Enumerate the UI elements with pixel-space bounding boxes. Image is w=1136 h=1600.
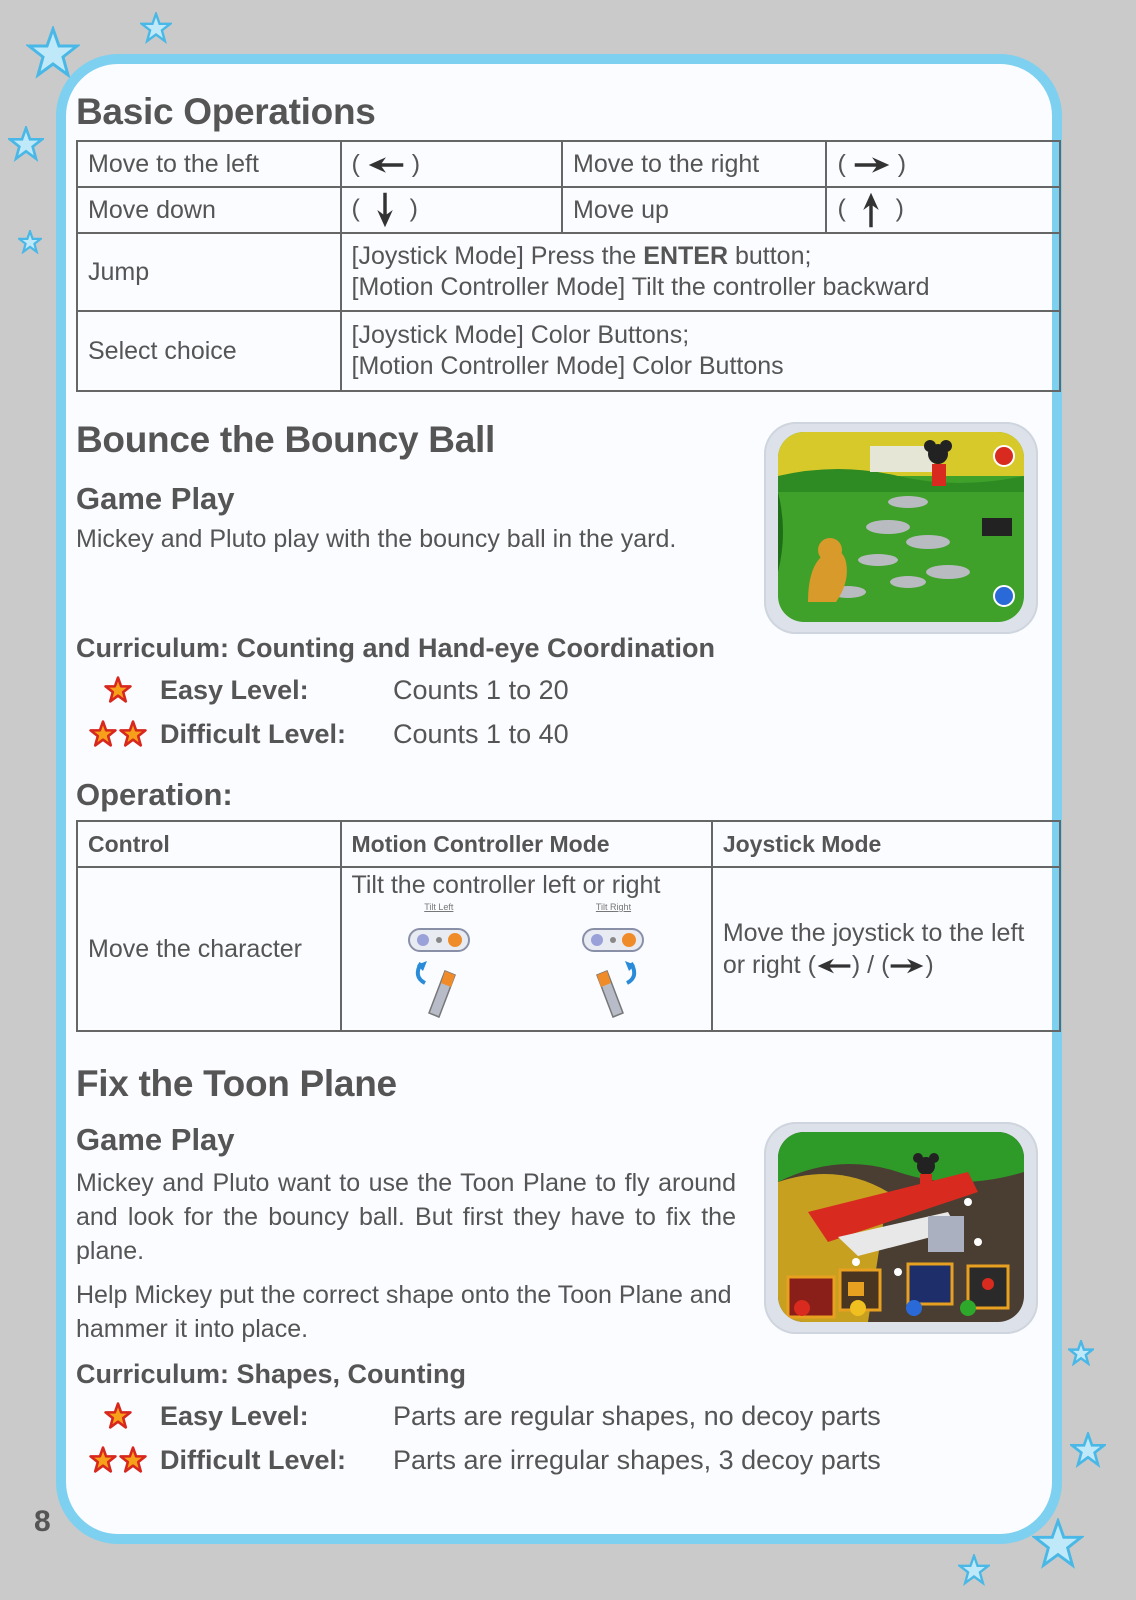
decorative-star-icon — [1070, 1432, 1106, 1468]
toon-plane-scene-illustration — [778, 1132, 1024, 1322]
motion-tilt-text: Tilt the controller left or right — [351, 871, 661, 899]
jump-line1-suffix: button; — [728, 242, 812, 270]
arrow-left-icon — [367, 154, 405, 176]
star-icon — [119, 720, 147, 748]
decorative-star-icon — [18, 230, 42, 254]
table-row — [77, 311, 1060, 391]
operation-table — [76, 820, 1061, 1032]
decorative-star-icon — [8, 126, 44, 162]
bounce-easy-level — [76, 668, 1061, 712]
arrow-right-icon — [889, 956, 925, 976]
arrow-right-icon — [853, 154, 891, 176]
page-number: 8 — [34, 1505, 51, 1538]
joystick-line1: Move the joystick to the left — [722, 919, 1025, 947]
difficult-level-value: Parts are irregular shapes, 3 decoy parts — [393, 1444, 881, 1475]
select-choice-label: Select choice — [77, 311, 341, 391]
joystick-line2-prefix: or right ( — [722, 951, 816, 979]
difficult-level-label: Difficult Level: — [160, 1444, 347, 1475]
decorative-star-icon — [1068, 1340, 1094, 1366]
enter-key-text: ENTER — [643, 242, 729, 270]
toon-plane-paragraph-2: Help Mickey put the correct shape onto the Toon Plane and hammer it into place. — [76, 1281, 732, 1343]
select-line2: [Motion Controller Mode] Color Buttons — [351, 352, 784, 380]
select-choice-description — [341, 311, 1061, 391]
bounce-scene-illustration — [778, 432, 1024, 622]
bounce-title: Bounce the Bouncy Ball — [76, 419, 495, 460]
star-icon — [119, 1446, 147, 1474]
table-row — [77, 141, 1060, 187]
level-stars — [76, 720, 160, 748]
arrow-left-icon — [816, 956, 852, 976]
bounce-gameplay-heading: Game Play — [76, 481, 235, 516]
arrow-up-icon — [860, 191, 882, 229]
star-icon — [104, 1402, 132, 1430]
paren-open: ( — [837, 194, 846, 223]
paren-close: ) — [411, 149, 421, 178]
joystick-line2-end: ) — [925, 951, 934, 979]
tilt-left-caption: Tilt Left — [424, 902, 454, 912]
toon-plane-easy-level — [76, 1394, 1061, 1438]
toon-plane-title: Fix the Toon Plane — [76, 1063, 397, 1104]
toon-plane-difficult-level — [76, 1438, 1061, 1482]
move-down-label: Move down — [77, 187, 341, 233]
tilt-illustrations — [352, 902, 701, 1030]
level-stars — [76, 1402, 160, 1430]
easy-level-value: Counts 1 to 20 — [393, 674, 569, 705]
basic-operations-table — [76, 140, 1061, 392]
paren-open: ( — [351, 194, 360, 223]
toon-plane-curriculum: Curriculum: Shapes, Counting — [76, 1359, 467, 1389]
star-icon — [104, 676, 132, 704]
jump-line2: [Motion Controller Mode] Tilt the controller backward — [351, 273, 930, 301]
paren-close: ) — [895, 194, 904, 223]
jump-label: Jump — [77, 233, 341, 311]
easy-level-label: Easy Level: — [160, 1400, 309, 1431]
select-line1: [Joystick Mode] Color Buttons; — [351, 321, 690, 349]
difficult-level-label: Difficult Level: — [160, 718, 347, 749]
table-header-row — [77, 821, 1060, 867]
table-row — [77, 233, 1060, 311]
tilt-right-icon — [573, 913, 653, 1023]
table-row — [77, 867, 1060, 1031]
column-joystick: Joystick Mode — [712, 821, 1060, 867]
move-up-key — [826, 187, 1060, 233]
toon-plane-gameplay-heading: Game Play — [76, 1122, 235, 1157]
decorative-star-icon — [958, 1554, 990, 1586]
paren-open: ( — [837, 149, 846, 178]
motion-tilt-cell — [341, 867, 712, 1031]
column-motion-controller: Motion Controller Mode — [341, 821, 712, 867]
move-left-key — [341, 141, 563, 187]
easy-level-value: Parts are regular shapes, no decoy parts — [393, 1400, 881, 1431]
tilt-left-icon — [399, 913, 479, 1023]
star-icon — [89, 720, 117, 748]
operation-title: Operation: — [76, 777, 233, 812]
bounce-difficult-level — [76, 712, 1061, 756]
decorative-star-icon — [26, 26, 80, 80]
move-left-label: Move to the left — [77, 141, 341, 187]
star-icon — [89, 1446, 117, 1474]
column-control: Control — [77, 821, 341, 867]
table-row — [77, 187, 1060, 233]
arrow-down-icon — [374, 191, 396, 229]
level-stars — [76, 676, 160, 704]
jump-line1-prefix: [Joystick Mode] Press the — [351, 242, 644, 270]
toon-plane-paragraph-1: Mickey and Pluto want to use the Toon Plane to fly around and look for the bouncy ball. But first they have to fix the plane. — [76, 1169, 736, 1265]
paren-close: ) — [409, 194, 418, 223]
tilt-right-caption: Tilt Right — [595, 902, 632, 912]
level-stars — [76, 1446, 160, 1474]
jump-description — [341, 233, 1061, 311]
easy-level-label: Easy Level: — [160, 674, 309, 705]
move-right-label: Move to the right — [562, 141, 826, 187]
bounce-game-screenshot — [764, 422, 1038, 634]
tilt-right-illustration — [573, 902, 653, 1030]
joystick-separator: ) / ( — [851, 951, 890, 979]
joystick-move-cell — [712, 867, 1060, 1031]
basic-operations-title: Basic Operations — [76, 91, 376, 132]
move-up-label: Move up — [562, 187, 826, 233]
move-right-key — [826, 141, 1060, 187]
decorative-star-icon — [140, 12, 172, 44]
toon-plane-game-screenshot — [764, 1122, 1038, 1334]
control-move-character: Move the character — [77, 867, 341, 1031]
bounce-gameplay-text: Mickey and Pluto play with the bouncy ball in the yard. — [76, 525, 677, 553]
bounce-curriculum: Curriculum: Counting and Hand-eye Coordination — [76, 633, 715, 663]
paren-open: ( — [351, 149, 360, 178]
tilt-left-illustration — [399, 902, 479, 1030]
move-down-key — [341, 187, 563, 233]
paren-close: ) — [897, 149, 907, 178]
difficult-level-value: Counts 1 to 40 — [393, 718, 569, 749]
